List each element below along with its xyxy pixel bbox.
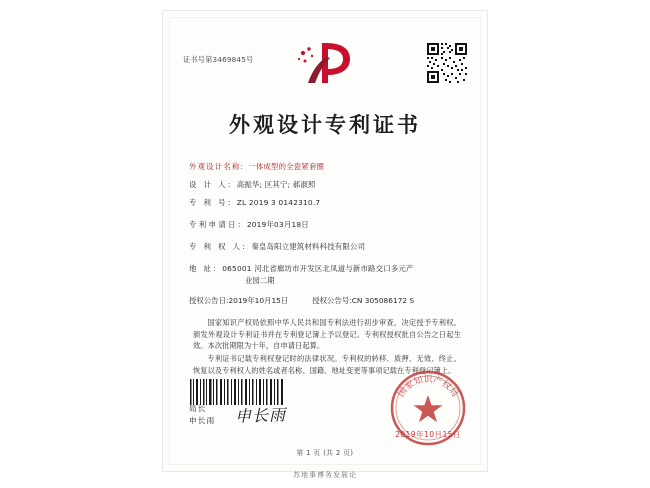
field-address-value: 065001 河北省廊坊市开发区北凤道与新市路交口多元产	[222, 264, 414, 273]
svg-text:国家知识产权局: 国家知识产权局	[396, 375, 460, 400]
page-title: 外观设计专利证书	[229, 113, 421, 137]
field-application-date	[189, 219, 465, 230]
handwritten-signature: 申长雨	[234, 405, 287, 426]
field-designers	[189, 179, 465, 190]
certificate-barcode	[189, 379, 285, 405]
paragraph-2: 专利证书记载专利权登记时的法律状况。专利权的转移、质押、无效、终止、恢复以及专利权人的姓名或者名称、国籍、地址变更等事项记载在专利登记簿上。	[193, 354, 461, 375]
field-designers-value: 高振华; 区其宁; 郝淑照	[236, 180, 316, 189]
field-patent-no-label: 专 利 号:	[189, 198, 233, 207]
field-design-name-label: 外观设计名称:	[189, 162, 245, 171]
field-application-date-label: 专利申请日:	[189, 220, 243, 229]
certificate-sheet	[162, 10, 488, 472]
field-address-label: 地 址:	[189, 264, 219, 273]
grant-no-value: CN 305086172 S	[351, 296, 415, 305]
seal-date: 2019年10月15日	[395, 430, 461, 439]
china-patent-emblem-icon	[288, 37, 362, 91]
field-patentee-label: 专 利 权 人:	[189, 242, 248, 251]
field-patentee-value: 秦皇岛阳立建筑材料科技有限公司	[251, 242, 366, 251]
field-design-name-value: 一体成型的全瓷紧套圈	[248, 162, 325, 171]
field-designers-label: 设 计 人:	[189, 180, 233, 189]
grant-info-row	[189, 295, 465, 306]
certificate-number: 证书号第3469845号	[183, 55, 254, 64]
paragraph-1: 国家知识产权局依照中华人民共和国专利法进行初步审查，决定授予专利权，颁发外观设计专利证书并在专利登记簿上予以登记。专利权授权批自公告之日起生效。本次批期限为十年，自申请日起算。	[193, 318, 461, 350]
field-patent-no	[189, 197, 465, 208]
field-address-line2: 业园二期	[245, 276, 275, 285]
field-address	[189, 263, 465, 274]
grant-date-value: 2019年10月15日	[228, 296, 289, 305]
field-patent-no-value: ZL 2019 3 0142310.7	[236, 198, 321, 207]
verification-qr-code	[425, 41, 469, 85]
signature-label-line1: 局长	[189, 404, 207, 413]
grant-no-label: 授权公告号:	[312, 296, 352, 305]
field-patentee	[189, 241, 465, 252]
footer-note: 苏地事博务发展论	[293, 471, 357, 479]
grant-date-label: 授权公告日:	[189, 296, 229, 305]
signature-label-line2: 申长雨	[189, 416, 216, 425]
field-application-date-value: 2019年03月18日	[246, 220, 309, 229]
field-design-name	[189, 161, 465, 172]
page-number: 第 1 页 (共 2 页)	[296, 449, 354, 457]
